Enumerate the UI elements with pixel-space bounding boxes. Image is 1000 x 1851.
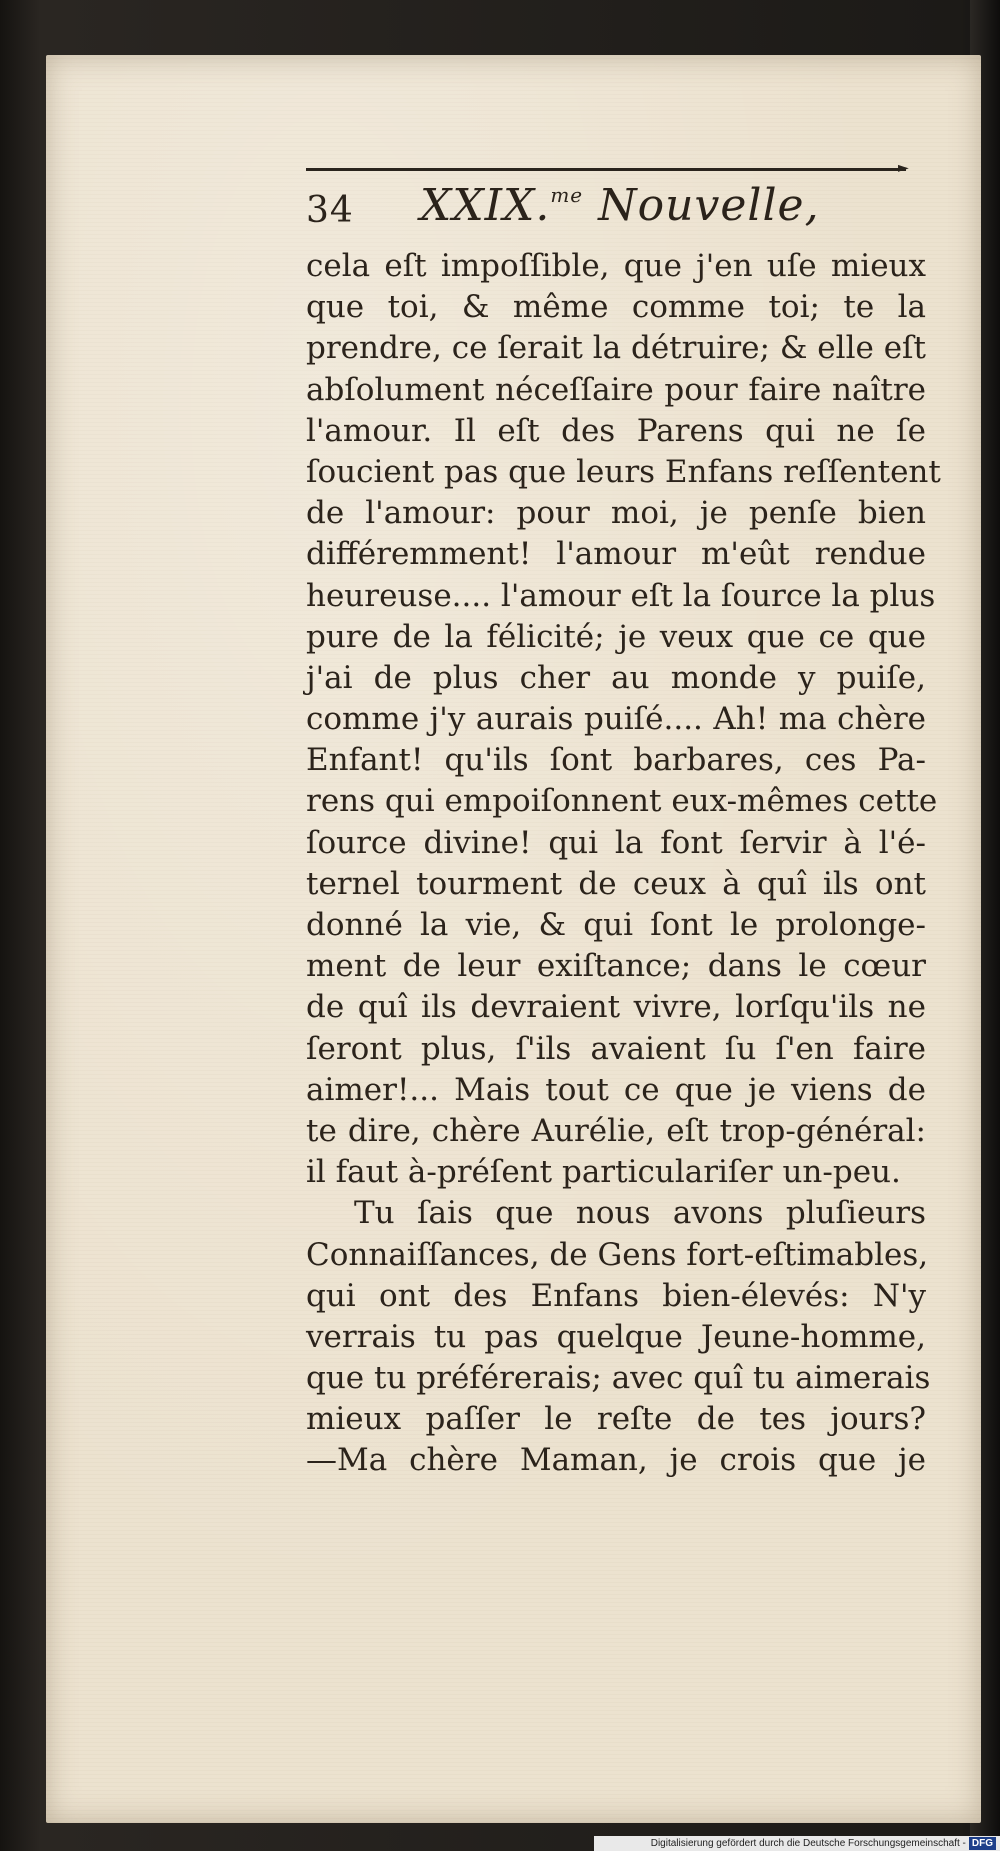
text-line: comme j'y aurais puiſé.... Ah! ma chère — [306, 701, 926, 738]
text-line: ſoucient pas que leurs Enfans reſſentent — [306, 453, 941, 490]
text-line: il faut à-préſent particulariſer un-peu. — [306, 1154, 901, 1191]
text-line: pure de la félicité; je veux que ce que — [306, 618, 926, 655]
text-line: —Ma chère Maman, je crois que je — [306, 1442, 926, 1479]
text-line: ſeront plus, ſ'ils avaient ſu ſ'en faire — [306, 1030, 926, 1067]
credit-text: Digitalisierung gefördert durch die Deutsche Forschungsgemeinschaft - — [650, 1838, 966, 1849]
running-title-superscript: me — [550, 183, 584, 207]
running-title-numeral: XXIX. — [420, 180, 551, 231]
dfg-logo: DFG — [969, 1837, 996, 1850]
running-title — [420, 180, 820, 231]
text-line: qui ont des Enfans bien-élevés: N'y — [306, 1277, 926, 1314]
text-line: de quî ils devraient vivre, lorſqu'ils ne — [306, 989, 926, 1026]
body-text — [306, 246, 941, 1482]
text-line: te dire, chère Aurélie, eſt trop-général: — [306, 1112, 926, 1149]
running-title-word: Nouvelle, — [598, 180, 820, 231]
text-line: aimer!... Mais tout ce que je viens de — [306, 1071, 926, 1108]
text-line: heureuse.... l'amour eſt la ſource la plus — [306, 577, 936, 614]
text-line: ment de leur exiſtance; dans le cœur — [306, 948, 926, 985]
text-line: donné la vie, & qui ſont le prolonge- — [306, 907, 926, 943]
text-line: différemment! l'amour m'eût rendue — [306, 536, 926, 573]
text-line: Connaiſſances, de Gens fort-eſtimables, — [306, 1236, 929, 1273]
text-line: ternel tourment de ceux à quî ils ont — [306, 865, 926, 902]
page-header — [306, 176, 926, 236]
text-line: prendre, ce ſerait la détruire; & elle eſt — [306, 330, 926, 367]
text-line: que toi, & même comme toi; te la — [306, 289, 926, 326]
text-line: mieux paſſer le reſte de tes jours? — [306, 1401, 926, 1438]
header-rule — [306, 168, 906, 171]
text-line: Enfant! qu'ils ſont barbares, ces Pa- — [306, 742, 926, 779]
page-number: 34 — [306, 190, 354, 231]
text-line: Tu ſais que nous avons pluſieurs — [354, 1195, 926, 1232]
text-line: l'amour. Il eſt des Parens qui ne ſe — [306, 412, 926, 449]
text-line: abſolument néceſſaire pour faire naître — [306, 371, 926, 408]
text-line: rens qui empoiſonnent eux-mêmes cette — [306, 783, 938, 820]
text-line: de l'amour: pour moi, je penſe bien — [306, 495, 926, 532]
header-rule-ornament: ► — [898, 160, 909, 176]
digitization-credit — [594, 1836, 1000, 1851]
text-line: verrais tu pas quelque Jeune-homme, — [306, 1318, 926, 1355]
text-line: ſource divine! qui la font ſervir à l'é- — [306, 824, 926, 861]
text-line: cela eſt impoſſible, que j'en uſe mieux — [306, 248, 926, 284]
text-line: que tu préférerais; avec quî tu aimerais — [306, 1360, 931, 1397]
text-line: j'ai de plus cher au monde y puiſe, — [306, 659, 926, 696]
